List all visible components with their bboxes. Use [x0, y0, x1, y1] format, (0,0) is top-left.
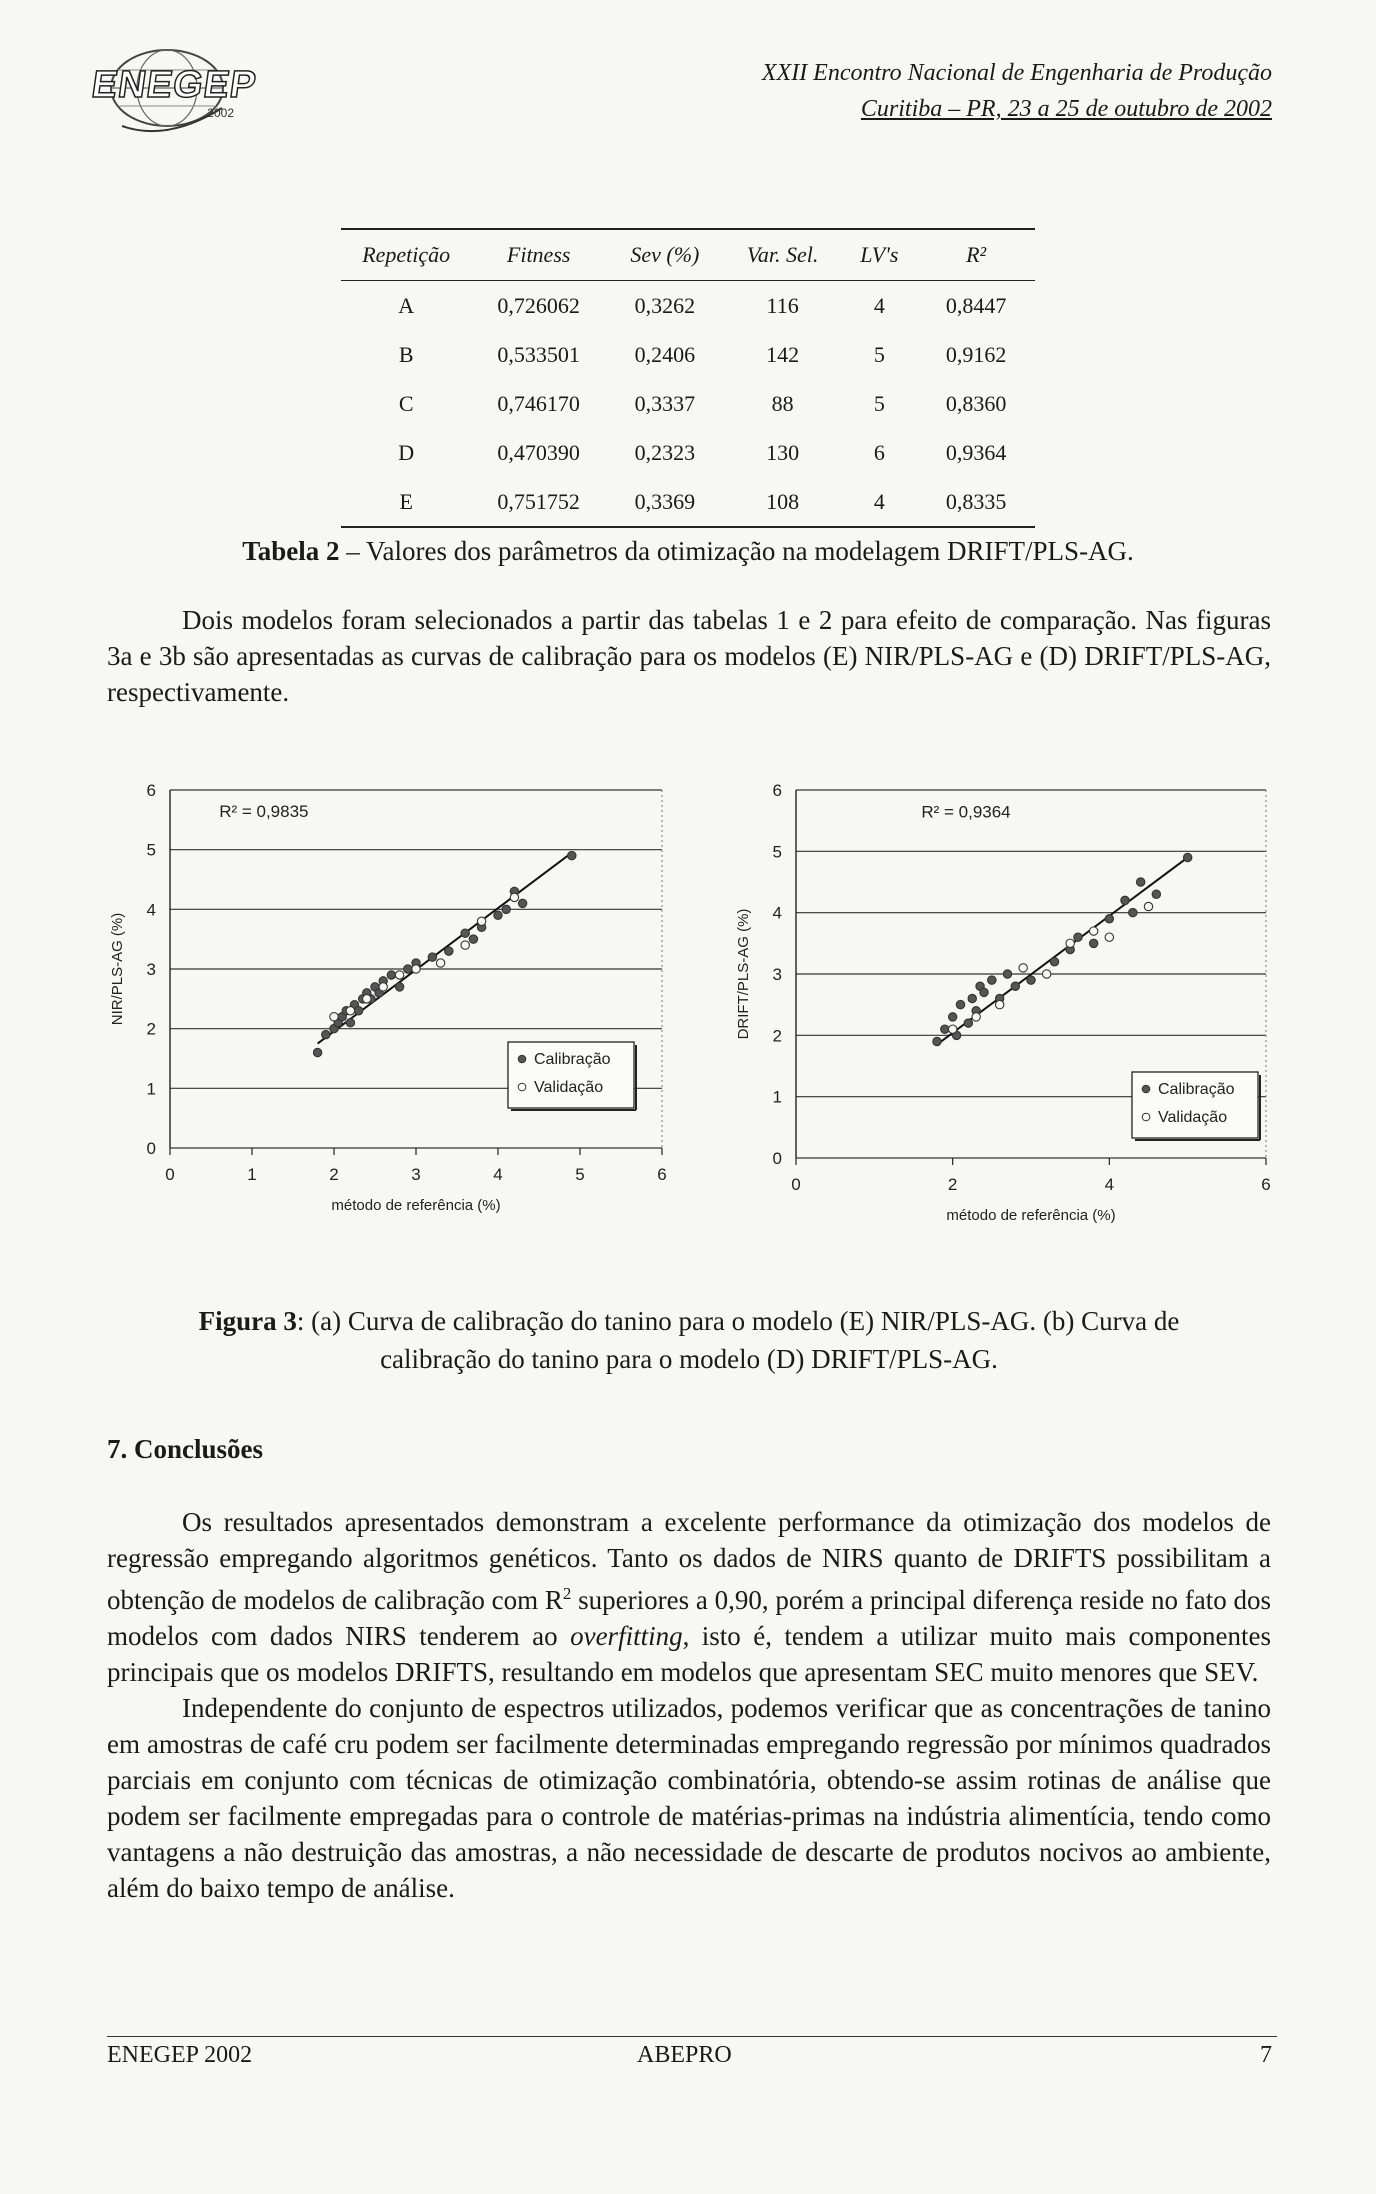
conference-header	[762, 55, 1272, 127]
enegep-logo	[89, 38, 260, 138]
table-cell: 0,9162	[945, 341, 1007, 367]
table-cell: 88	[771, 390, 794, 416]
figure-caption-line2: calibração do tanino para o modelo (D) DRIFT/PLS-AG.	[380, 1344, 998, 1374]
calibration-point	[387, 971, 395, 979]
figure-caption	[107, 1302, 1271, 1378]
table-caption	[0, 536, 1376, 567]
table-cell: 0,3369	[606, 477, 724, 527]
table-cell: B	[398, 341, 414, 367]
figure-caption-line1: : (a) Curva de calibração do tanino para o modelo (E) NIR/PLS-AG. (b) Curva de	[296, 1306, 1180, 1336]
x-axis-label: método de referência (%)	[331, 1197, 501, 1214]
calibration-point	[1003, 970, 1011, 978]
y-axis-label: NIR/PLS-AG (%)	[109, 912, 126, 1026]
table-row	[341, 379, 1035, 428]
y-tick-label: 1	[146, 1079, 156, 1099]
y-tick-label: 6	[772, 781, 782, 800]
table-header-cell: Var. Sel.	[724, 229, 842, 281]
table-cell: 0,533501	[497, 341, 580, 367]
calibration-point	[445, 947, 453, 955]
table-cell: 6	[873, 439, 885, 465]
table-cell: 116	[766, 292, 799, 318]
validation-point	[395, 971, 403, 979]
validation-point	[995, 1000, 1003, 1008]
table-header-cell: LV's	[842, 229, 918, 281]
validation-point	[1105, 933, 1113, 941]
r-squared-annotation: R² = 0,9835	[219, 801, 309, 821]
conclusion-p1-italic: overfitting	[570, 1621, 683, 1651]
calibration-point	[1121, 896, 1129, 904]
calibration-chart-nir	[109, 780, 680, 1220]
table-cell: 130	[766, 439, 800, 465]
y-tick-label: 3	[146, 960, 156, 979]
calibration-point	[502, 905, 510, 913]
table-cell: 0,8360	[945, 390, 1007, 416]
conclusion-p1-part1: Os resultados apresentados demonstram a excelente performance da otimização dos modelos de regressão empregando algoritmos genéticos. Tanto os dados de NIRS quanto de DRIFTS possibilitam a obtenção de modelos de calibração com R	[107, 1507, 1271, 1615]
y-tick-label: 6	[146, 781, 156, 800]
legend-validation-marker	[1142, 1113, 1150, 1121]
validation-point	[363, 995, 371, 1003]
validation-point	[477, 917, 485, 925]
logo-year: 2002	[207, 106, 234, 120]
calibration-point	[1105, 915, 1113, 923]
conclusion-p1-part2: superiores a 0,90, porém a principal diferença reside no fato dos modelos com dados NIRS tenderem ao	[107, 1585, 1271, 1651]
table-header-cell: Repetição	[341, 229, 471, 281]
y-tick-label: 1	[772, 1087, 782, 1107]
x-tick-label: 4	[1104, 1175, 1115, 1194]
x-tick-label: 0	[165, 1165, 175, 1184]
calibration-point	[346, 1019, 354, 1027]
validation-point	[948, 1025, 956, 1033]
calibration-point	[428, 953, 436, 961]
calibration-point	[1129, 908, 1137, 916]
y-tick-label: 0	[772, 1149, 782, 1168]
table-cell: 142	[766, 341, 800, 367]
validation-point	[412, 965, 420, 973]
calibration-point	[1136, 878, 1144, 886]
calibration-point	[1074, 933, 1082, 941]
table-header-cell: Fitness	[471, 229, 606, 281]
validation-point	[1089, 927, 1097, 935]
calibration-point	[1089, 939, 1097, 947]
validation-point	[346, 1007, 354, 1015]
calibration-point	[956, 1000, 964, 1008]
table-row	[341, 477, 1035, 527]
calibration-point	[1152, 890, 1160, 898]
conclusions-body	[107, 1504, 1271, 1906]
legend-label: Validação	[1158, 1109, 1228, 1126]
table-cell: 0,726062	[497, 292, 580, 318]
table-caption-label: Tabela 2	[242, 536, 340, 566]
calibration-chart-drift	[735, 781, 1278, 1240]
validation-point	[1144, 902, 1152, 910]
regression-line	[318, 853, 572, 1044]
calibration-point	[395, 983, 403, 991]
table-cell: 0,3337	[634, 390, 696, 416]
legend-calibration-marker	[518, 1055, 526, 1063]
figure-caption-label: Figura 3	[198, 1306, 297, 1336]
calibration-point	[968, 994, 976, 1002]
x-tick-label: 0	[791, 1175, 801, 1194]
table-cell: 0,2323	[634, 439, 696, 465]
y-axis-label: DRIFT/PLS-AG (%)	[735, 908, 752, 1040]
intro-text: Dois modelos foram selecionados a partir das tabelas 1 e 2 para efeito de comparação. Nas figuras 3a e 3b são apresentadas as curvas de calibração para os modelos (E) NIR/PLS-AG e (D) DRIFT/PLS-AG, respectivamente.	[107, 605, 1271, 707]
conference-name: XXII Encontro Nacional de Engenharia de Produção	[761, 60, 1272, 86]
validation-point	[972, 1013, 980, 1021]
validation-point	[1042, 970, 1050, 978]
table-row	[341, 428, 1035, 477]
chart-svg	[109, 780, 680, 1220]
table-cell: 0,470390	[497, 439, 580, 465]
x-tick-label: 6	[1261, 1175, 1271, 1194]
calibration-point	[461, 929, 469, 937]
conclusion-paragraph-2: Independente do conjunto de espectros utilizados, podemos verificar que as concentrações de tanino em amostras de café cru podem ser facilmente determinadas empregando regressão por mínimos quadrados parciais em conjunto com técnicas de otimização combinatória, obtendo-se assim rotinas de análise que podem ser facilmente empregadas para o controle de matérias-primas na indústria alimentícia, tendo como vantagens a não destruição das amostras, a não necessidade de descarte de produtos nocivos ao ambiente, além do baixo tempo de análise.	[107, 1693, 1271, 1903]
conclusion-paragraph-1	[107, 1504, 1271, 1690]
calibration-point	[948, 1013, 956, 1021]
conference-location: Curitiba – PR, 23 a 25 de outubro de 2002	[860, 96, 1272, 122]
chart-svg	[735, 781, 1278, 1240]
conclusion-p1-part3: , isto é, tendem a utilizar muito mais componentes principais que os modelos DRIFTS, resultando em modelos que apresentam SEC muito menores que SEV.	[107, 1621, 1272, 1687]
table-cell: 4	[873, 292, 885, 318]
calibration-point	[494, 911, 502, 919]
y-tick-label: 5	[146, 840, 156, 860]
y-tick-label: 4	[146, 900, 156, 920]
table-row	[341, 330, 1035, 379]
calibration-point	[404, 965, 412, 973]
calibration-point	[1027, 976, 1035, 984]
table-caption-text: – Valores dos parâmetros da otimização na modelagem DRIFT/PLS-AG.	[339, 536, 1134, 566]
legend-validation-marker	[518, 1083, 526, 1091]
legend-label: Validação	[534, 1079, 604, 1096]
footer-center: ABEPRO	[637, 2042, 732, 2068]
table-cell: 4	[842, 477, 918, 527]
calibration-point	[933, 1037, 941, 1045]
page-number: 7	[1260, 2042, 1272, 2068]
x-tick-label: 1	[247, 1165, 257, 1184]
table-header-row	[341, 229, 1035, 281]
table-row	[341, 281, 1035, 331]
table-header-cell: Sev (%)	[606, 229, 724, 281]
logo-text: ENEGEP	[89, 64, 260, 106]
table-cell: A	[398, 292, 415, 318]
calibration-point	[568, 851, 576, 859]
intro-paragraph	[107, 602, 1271, 710]
calibration-point	[518, 899, 526, 907]
section-title: 7. Conclusões	[107, 1434, 264, 1464]
calibration-point	[980, 988, 988, 996]
footer-rule	[107, 2036, 1277, 2037]
validation-point	[510, 893, 518, 901]
calibration-point	[1183, 853, 1191, 861]
y-tick-label: 3	[772, 965, 782, 984]
calibration-point	[354, 1007, 362, 1015]
table-header-cell: R²	[917, 229, 1035, 281]
y-tick-label: 0	[146, 1139, 156, 1158]
r-squared-annotation: R² = 0,9364	[921, 802, 1011, 822]
table-cell: 0,9364	[945, 439, 1007, 465]
y-tick-label: 2	[772, 1026, 782, 1046]
x-tick-label: 2	[947, 1175, 958, 1194]
y-tick-label: 2	[146, 1019, 156, 1039]
x-tick-label: 3	[411, 1165, 421, 1184]
validation-point	[1019, 964, 1027, 972]
x-tick-label: 4	[493, 1165, 503, 1184]
validation-point	[379, 983, 387, 991]
table-cell: E	[341, 477, 471, 527]
legend-calibration-marker	[1142, 1085, 1150, 1093]
table-cell: 0,746170	[497, 390, 580, 416]
validation-point	[436, 959, 444, 967]
calibration-point	[941, 1025, 949, 1033]
table-cell: 108	[724, 477, 842, 527]
footer-left: ENEGEP 2002	[107, 2042, 253, 2068]
calibration-point	[1011, 982, 1019, 990]
table-cell: 0,8335	[917, 477, 1035, 527]
x-axis-label: método de referência (%)	[946, 1207, 1116, 1224]
table-cell: 0,2406	[634, 341, 696, 367]
y-tick-label: 4	[772, 903, 782, 923]
conclusion-p1-superscript: 2	[562, 1584, 572, 1603]
table-cell: 5	[873, 390, 885, 416]
legend-label: Calibração	[534, 1051, 611, 1068]
calibration-point	[469, 935, 477, 943]
y-tick-label: 5	[772, 842, 782, 862]
table-cell: C	[398, 390, 414, 416]
table-cell: D	[398, 439, 415, 465]
table-cell: 5	[873, 341, 885, 367]
calibration-point	[322, 1030, 330, 1038]
validation-point	[461, 941, 469, 949]
table-cell: 0,751752	[471, 477, 606, 527]
calibration-point	[1050, 958, 1058, 966]
validation-point	[1066, 939, 1074, 947]
x-tick-label: 6	[657, 1165, 667, 1184]
calibration-point	[988, 976, 996, 984]
x-tick-label: 5	[575, 1165, 585, 1184]
legend-label: Calibração	[1158, 1081, 1235, 1098]
table-cell: 0,3262	[634, 292, 696, 318]
calibration-point	[964, 1019, 972, 1027]
calibration-point	[313, 1048, 321, 1056]
validation-point	[330, 1013, 338, 1021]
table-cell: 0,8447	[945, 292, 1007, 318]
parameters-table	[341, 228, 1035, 528]
x-tick-label: 2	[329, 1165, 339, 1184]
